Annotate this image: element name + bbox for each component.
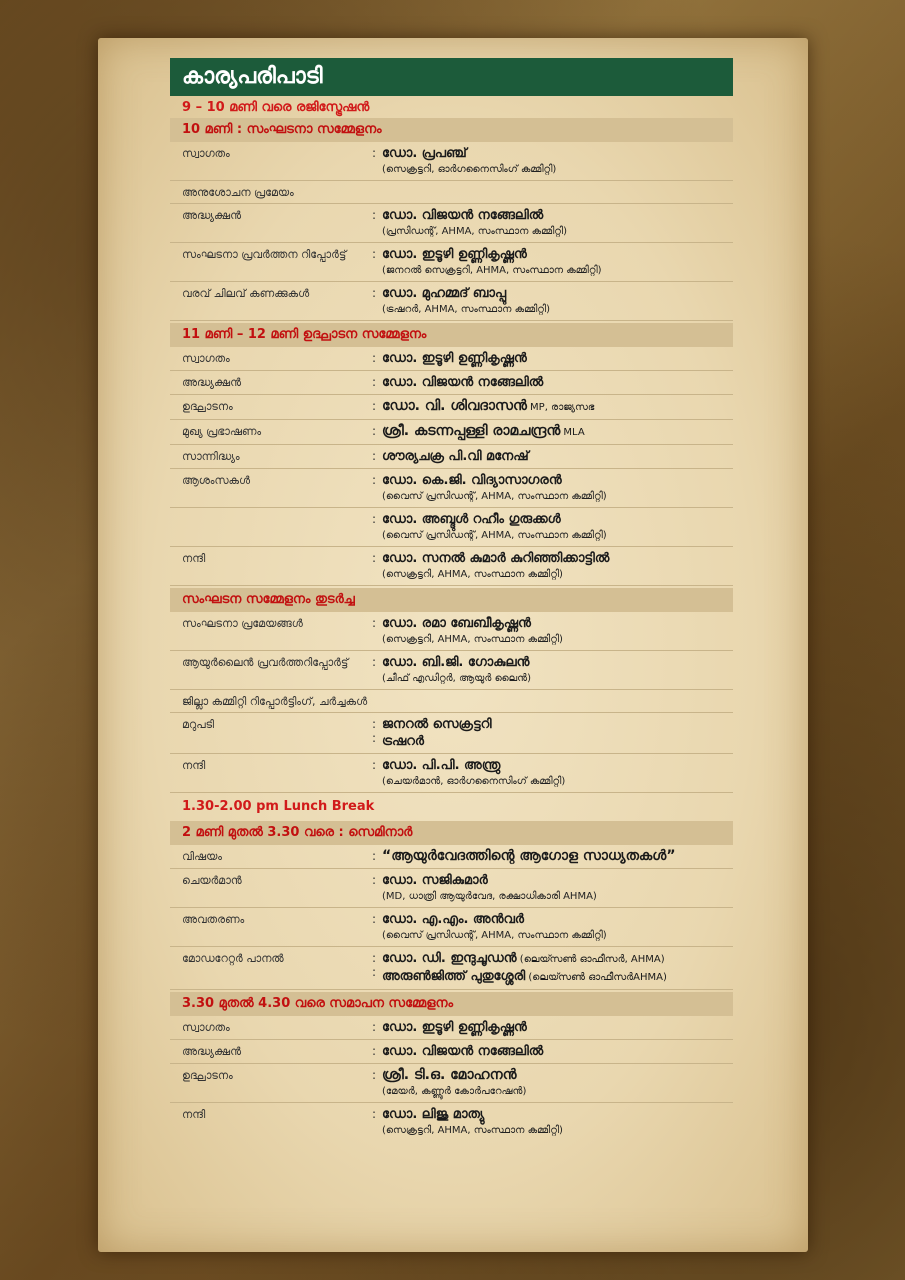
- person-role: (വൈസ് പ്രസിഡന്റ്, AHMA, സംസ്ഥാന കമ്മിറ്റി): [382, 530, 607, 541]
- row-label: മറുപടി: [182, 718, 215, 731]
- schedule-row: [170, 690, 733, 713]
- row-label: ഉദ്ഘാടനം: [182, 400, 233, 413]
- row-colon: :: [371, 758, 377, 772]
- person-role: (സെക്രട്ടറി, AHMA, സംസ്ഥാന കമ്മിറ്റി): [382, 569, 563, 580]
- row-label: ചെയർമാൻ: [182, 874, 242, 887]
- row-colon: :: [371, 1044, 377, 1058]
- schedule-row: [170, 908, 733, 947]
- schedule-row: [170, 142, 733, 181]
- person-role: (വൈസ് പ്രസിഡന്റ്, AHMA, സംസ്ഥാന കമ്മിറ്റി): [382, 930, 607, 941]
- person-title: (ലെയ്സൺ ഓഫീസർ, AHMA): [516, 954, 665, 965]
- row-label: മുഖ്യ പ്രഭാഷണം: [182, 425, 262, 438]
- person-role: (സെക്രട്ടറി, AHMA, സംസ്ഥാന കമ്മിറ്റി): [382, 634, 563, 645]
- schedule-row: [170, 395, 733, 420]
- person-name: ട്രഷറർ: [382, 734, 425, 749]
- person-name: ഡോ. വിജയൻ നങ്ങേലിൽ: [382, 1044, 544, 1059]
- schedule-row: [170, 1016, 733, 1040]
- row-label: ജില്ലാ കമ്മിറ്റി റിപ്പോർട്ടിംഗ്, ചർച്ചകൾ: [182, 695, 368, 708]
- schedule-row: [170, 651, 733, 690]
- person-name: ഡോ. പ്രപഞ്ച്: [382, 146, 467, 161]
- person-name: ഡോ. വിജയൻ നങ്ങേലിൽ: [382, 375, 544, 390]
- row-label: നന്ദി: [182, 759, 206, 772]
- row-colon: :: [371, 616, 377, 630]
- row-colon: :: [371, 912, 377, 926]
- program-schedule: [170, 58, 733, 1141]
- row-colon: : :: [371, 951, 377, 979]
- registration-time: 9 – 10 മണി വരെ രജിസ്ട്രേഷൻ: [182, 100, 370, 115]
- person-name: ജനറൽ സെക്രട്ടറി: [382, 717, 492, 732]
- schedule-row: [170, 612, 733, 651]
- person-name: ഡോ. കെ.ജി. വിദ്യാസാഗരൻ: [382, 473, 562, 488]
- row-colon: :: [371, 655, 377, 669]
- schedule-row: [170, 947, 733, 990]
- person-name: ഡോ. ലിജു മാത്യു: [382, 1107, 485, 1122]
- person-name: ഡോ. വി. ശിവദാസൻ MP, രാജ്യസഭ: [382, 398, 595, 414]
- row-label: സ്വാഗതം: [182, 352, 230, 365]
- schedule-row: [170, 181, 733, 204]
- person-name: ഡോ. ഇടൂഴി ഉണ്ണികൃഷ്ണൻ: [382, 1020, 527, 1035]
- person-role: (സെക്രട്ടറി, ഓർഗനൈസിംഗ് കമ്മിറ്റി): [382, 164, 557, 175]
- row-label: ആശംസകൾ: [182, 474, 251, 487]
- row-colon: :: [371, 449, 377, 463]
- section-header-seminar: 2 മണി മുതൽ 3.30 വരെ : സെമിനാർ: [170, 821, 733, 845]
- row-colon: :: [371, 247, 377, 261]
- schedule-row: [170, 1103, 733, 1141]
- row-label: ഉദ്ഘാടനം: [182, 1069, 233, 1082]
- person-name: ഡോ. എ.എം. അൻവർ: [382, 912, 525, 927]
- person-role: (വൈസ് പ്രസിഡന്റ്, AHMA, സംസ്ഥാന കമ്മിറ്റി): [382, 491, 607, 502]
- lunch-break: 1.30-2.00 pm Lunch Break: [182, 799, 375, 814]
- row-colon: :: [371, 512, 377, 526]
- row-colon: :: [371, 1068, 377, 1082]
- schedule-row: [170, 243, 733, 282]
- row-label: സ്വാഗതം: [182, 147, 230, 160]
- schedule-row: [170, 869, 733, 908]
- row-colon: :: [371, 424, 377, 438]
- schedule-row: [170, 282, 733, 321]
- row-label: അവതരണം: [182, 913, 245, 926]
- row-label: അനുശോചന പ്രമേയം: [182, 186, 294, 199]
- person-title: MLA: [560, 427, 585, 438]
- schedule-row: [170, 1040, 733, 1064]
- row-label: വിഷയം: [182, 850, 222, 863]
- schedule-row: [170, 713, 733, 754]
- row-colon: :: [371, 551, 377, 565]
- schedule-row: [170, 547, 733, 586]
- schedule-row: [170, 1064, 733, 1103]
- schedule-row: [170, 754, 733, 793]
- person-name: ഡോ. ഇടൂഴി ഉണ്ണികൃഷ്ണൻ: [382, 351, 527, 366]
- person-role: (സെക്രട്ടറി, AHMA, സംസ്ഥാന കമ്മിറ്റി): [382, 1125, 563, 1136]
- row-colon: :: [371, 351, 377, 365]
- row-colon: :: [371, 375, 377, 389]
- section-header-closing: 3.30 മുതൽ 4.30 വരെ സമാപന സമ്മേളനം: [170, 992, 733, 1016]
- row-label: സംഘടനാ പ്രവർത്തന റിപ്പോർട്ട്: [182, 248, 347, 261]
- person-name: ഡോ. രമാ ബേബീകൃഷ്ണൻ: [382, 616, 531, 631]
- seminar-topic: “ആയുർവേദത്തിന്റെ ആഗോള സാധ്യതകൾ”: [382, 848, 676, 864]
- person-name: ഡോ. പി.പി. അന്ത്രു: [382, 758, 501, 773]
- row-label: വരവ് ചിലവ് കണക്കുകൾ: [182, 287, 310, 300]
- schedule-row: [170, 508, 733, 547]
- row-label: അദ്ധ്യക്ഷൻ: [182, 209, 242, 222]
- schedule-row: [170, 347, 733, 371]
- row-label: [170, 511, 366, 543]
- person-name: ഡോ. സജികുമാർ: [382, 873, 488, 888]
- person-role: (ജനറൽ സെക്രട്ടറി, AHMA, സംസ്ഥാന കമ്മിറ്റി): [382, 265, 602, 276]
- person-name: ഡോ. ബി.ജി. ഗോകുലൻ: [382, 655, 530, 670]
- person-name: ഡോ. അബ്ദുൾ റഹീം ഗുരുക്കൾ: [382, 512, 561, 527]
- row-label: അദ്ധ്യക്ഷൻ: [182, 376, 242, 389]
- section-header-organization: 10 മണി : സംഘടനാ സമ്മേളനം: [170, 118, 733, 142]
- page-title: കാര്യപരിപാടി: [170, 58, 733, 96]
- schedule-row: [170, 371, 733, 395]
- person-role: (ചീഫ് എഡിറ്റർ, ആയുർ ലൈൻ): [382, 673, 532, 684]
- person-role: (മേയർ, കണ്ണൂർ കോർപറേഷൻ): [382, 1086, 527, 1097]
- person-name: ഡോ. ഇടൂഴി ഉണ്ണികൃഷ്ണൻ: [382, 247, 527, 262]
- row-colon: :: [371, 146, 377, 160]
- person-name: ഡോ. സനൽ കുമാർ കുറിഞ്ഞിക്കാട്ടിൽ: [382, 551, 610, 566]
- row-label: മോഡറേറ്റർ പാനൽ: [182, 952, 284, 965]
- person-name: ഡോ. ഡി. ഇന്ദുചൂഡൻ (ലെയ്സൺ ഓഫീസർ, AHMA): [382, 951, 665, 966]
- row-colon: :: [371, 873, 377, 887]
- row-label: സാന്നിദ്ധ്യം: [182, 450, 240, 463]
- person-name: ഡോ. വിജയൻ നങ്ങേലിൽ: [382, 208, 544, 223]
- schedule-row: [170, 445, 733, 469]
- row-label: നന്ദി: [182, 1108, 206, 1121]
- person-name: ശൗര്യചക്ര പി.വി മനേഷ്: [382, 449, 529, 464]
- row-colon: :: [371, 1020, 377, 1034]
- person-title: (ലെയ്സൺ ഓഫീസർAHMA): [525, 972, 667, 983]
- row-label: നന്ദി: [182, 552, 206, 565]
- row-label: അദ്ധ്യക്ഷൻ: [182, 1045, 242, 1058]
- person-name: അരുൺജിത്ത് പുതുശ്ശേരി (ലെയ്സൺ ഓഫീസർAHMA): [382, 969, 667, 984]
- person-name: ശ്രീ. ടി.ഒ. മോഹനൻ: [382, 1067, 517, 1083]
- row-colon: :: [371, 1107, 377, 1121]
- schedule-row: [170, 204, 733, 243]
- person-title: MP, രാജ്യസഭ: [526, 402, 595, 413]
- person-name: ശ്രീ. കടന്നപ്പള്ളി രാമചന്ദ്രൻ MLA: [382, 423, 585, 439]
- row-label: സ്വാഗതം: [182, 1021, 230, 1034]
- row-colon: :: [371, 473, 377, 487]
- row-label: ആയുർലൈൻ പ്രവർത്തറിപ്പോർട്ട്: [182, 656, 349, 669]
- row-label: സംഘടനാ പ്രമേയങ്ങൾ: [182, 617, 303, 630]
- person-name: ഡോ. മുഹമ്മദ് ബാപ്പു: [382, 286, 507, 301]
- schedule-row: [170, 420, 733, 445]
- person-role: (ചെയർമാൻ, ഓർഗനൈസിംഗ് കമ്മിറ്റി): [382, 776, 566, 787]
- row-colon: :: [371, 208, 377, 222]
- person-role: (ട്രഷറർ, AHMA, സംസ്ഥാന കമ്മിറ്റി): [382, 304, 550, 315]
- person-role: (MD, ധാത്രി ആയുർവേദ, രക്ഷാധികാരി AHMA): [382, 891, 597, 902]
- schedule-row: [170, 469, 733, 508]
- person-role: (പ്രസിഡന്റ്, AHMA, സംസ്ഥാന കമ്മിറ്റി): [382, 226, 567, 237]
- section-header-organization-continued: സംഘടന സമ്മേളനം തുടർച്ച: [170, 588, 733, 612]
- row-colon: :: [371, 399, 377, 413]
- row-colon: :: [371, 849, 377, 863]
- row-colon: :: [371, 286, 377, 300]
- section-header-inauguration: 11 മണി – 12 മണി ഉദ്ഘാടന സമ്മേളനം: [170, 323, 733, 347]
- row-colon: : :: [371, 717, 377, 745]
- schedule-row: [170, 845, 733, 869]
